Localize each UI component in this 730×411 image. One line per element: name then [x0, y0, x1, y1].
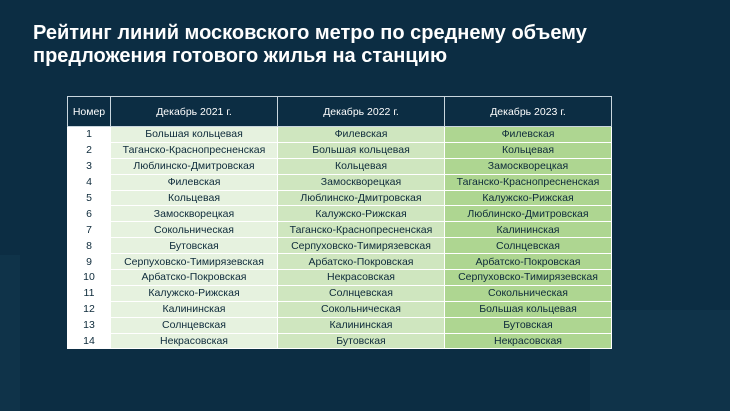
- table-row: [68, 333, 612, 349]
- dec-2023-cell: Солнцевская: [445, 238, 612, 254]
- dec-2022-cell: Люблинско-Дмитровская: [278, 190, 445, 206]
- dec-2023-cell: Калининская: [445, 222, 612, 238]
- rank-number-cell: 3: [68, 158, 111, 174]
- dec-2022-cell: Некрасовская: [278, 270, 445, 286]
- page-title: [33, 22, 653, 68]
- dec-2023-cell: Кольцевая: [445, 142, 612, 158]
- header-dec-2021: Декабрь 2021 г.: [111, 97, 278, 127]
- dec-2023-cell: Филевская: [445, 127, 612, 143]
- dec-2022-cell: Бутовская: [278, 333, 445, 349]
- table-row: [68, 158, 612, 174]
- table-row: [68, 285, 612, 301]
- title-line-2: предложения готового жилья на станцию: [33, 45, 448, 67]
- dec-2023-cell: Таганско-Краснопресненская: [445, 174, 612, 190]
- dec-2023-cell: Замоскворецкая: [445, 158, 612, 174]
- dec-2022-cell: Солнцевская: [278, 285, 445, 301]
- dec-2022-cell: Филевская: [278, 127, 445, 143]
- dec-2021-cell: Филевская: [111, 174, 278, 190]
- table-row: [68, 206, 612, 222]
- rank-number-cell: 6: [68, 206, 111, 222]
- table-row: [68, 174, 612, 190]
- dec-2021-cell: Арбатско-Покровская: [111, 270, 278, 286]
- dec-2021-cell: Таганско-Краснопресненская: [111, 142, 278, 158]
- table-row: [68, 254, 612, 270]
- table-row: [68, 190, 612, 206]
- rank-number-cell: 2: [68, 142, 111, 158]
- dec-2021-cell: Люблинско-Дмитровская: [111, 158, 278, 174]
- rank-number-cell: 10: [68, 270, 111, 286]
- rank-number-cell: 12: [68, 301, 111, 317]
- table-header-row: [68, 97, 612, 127]
- dec-2022-cell: Замоскворецкая: [278, 174, 445, 190]
- dec-2023-cell: Люблинско-Дмитровская: [445, 206, 612, 222]
- table-row: [68, 317, 612, 333]
- header-dec-2022: Декабрь 2022 г.: [278, 97, 445, 127]
- dec-2021-cell: Бутовская: [111, 238, 278, 254]
- dec-2022-cell: Сокольническая: [278, 301, 445, 317]
- table-row: [68, 270, 612, 286]
- dec-2021-cell: Солнцевская: [111, 317, 278, 333]
- dec-2023-cell: Большая кольцевая: [445, 301, 612, 317]
- dec-2023-cell: Бутовская: [445, 317, 612, 333]
- dec-2023-cell: Некрасовская: [445, 333, 612, 349]
- dec-2021-cell: Замоскворецкая: [111, 206, 278, 222]
- dec-2023-cell: Серпуховско-Тимирязевская: [445, 270, 612, 286]
- table-row: [68, 142, 612, 158]
- dec-2022-cell: Таганско-Краснопресненская: [278, 222, 445, 238]
- dec-2021-cell: Калужско-Рижская: [111, 285, 278, 301]
- rank-number-cell: 9: [68, 254, 111, 270]
- rank-number-cell: 8: [68, 238, 111, 254]
- dec-2021-cell: Кольцевая: [111, 190, 278, 206]
- dec-2022-cell: Большая кольцевая: [278, 142, 445, 158]
- table-row: [68, 301, 612, 317]
- rank-number-cell: 13: [68, 317, 111, 333]
- rank-number-cell: 1: [68, 127, 111, 143]
- ranking-table: [67, 96, 612, 349]
- rank-number-cell: 4: [68, 174, 111, 190]
- dec-2022-cell: Калужско-Рижская: [278, 206, 445, 222]
- title-line-1: Рейтинг линий московского метро по среднему объему: [33, 22, 587, 44]
- header-number: Номер: [68, 97, 111, 127]
- dec-2022-cell: Серпуховско-Тимирязевская: [278, 238, 445, 254]
- rank-number-cell: 5: [68, 190, 111, 206]
- background-decoration: [0, 255, 20, 411]
- dec-2022-cell: Арбатско-Покровская: [278, 254, 445, 270]
- dec-2021-cell: Некрасовская: [111, 333, 278, 349]
- dec-2021-cell: Большая кольцевая: [111, 127, 278, 143]
- dec-2021-cell: Калининская: [111, 301, 278, 317]
- table-row: [68, 127, 612, 143]
- dec-2023-cell: Арбатско-Покровская: [445, 254, 612, 270]
- header-dec-2023: Декабрь 2023 г.: [445, 97, 612, 127]
- table-row: [68, 222, 612, 238]
- dec-2023-cell: Сокольническая: [445, 285, 612, 301]
- dec-2023-cell: Калужско-Рижская: [445, 190, 612, 206]
- dec-2021-cell: Серпуховско-Тимирязевская: [111, 254, 278, 270]
- dec-2022-cell: Калининская: [278, 317, 445, 333]
- dec-2022-cell: Кольцевая: [278, 158, 445, 174]
- rank-number-cell: 7: [68, 222, 111, 238]
- table-row: [68, 238, 612, 254]
- rank-number-cell: 11: [68, 285, 111, 301]
- rank-number-cell: 14: [68, 333, 111, 349]
- dec-2021-cell: Сокольническая: [111, 222, 278, 238]
